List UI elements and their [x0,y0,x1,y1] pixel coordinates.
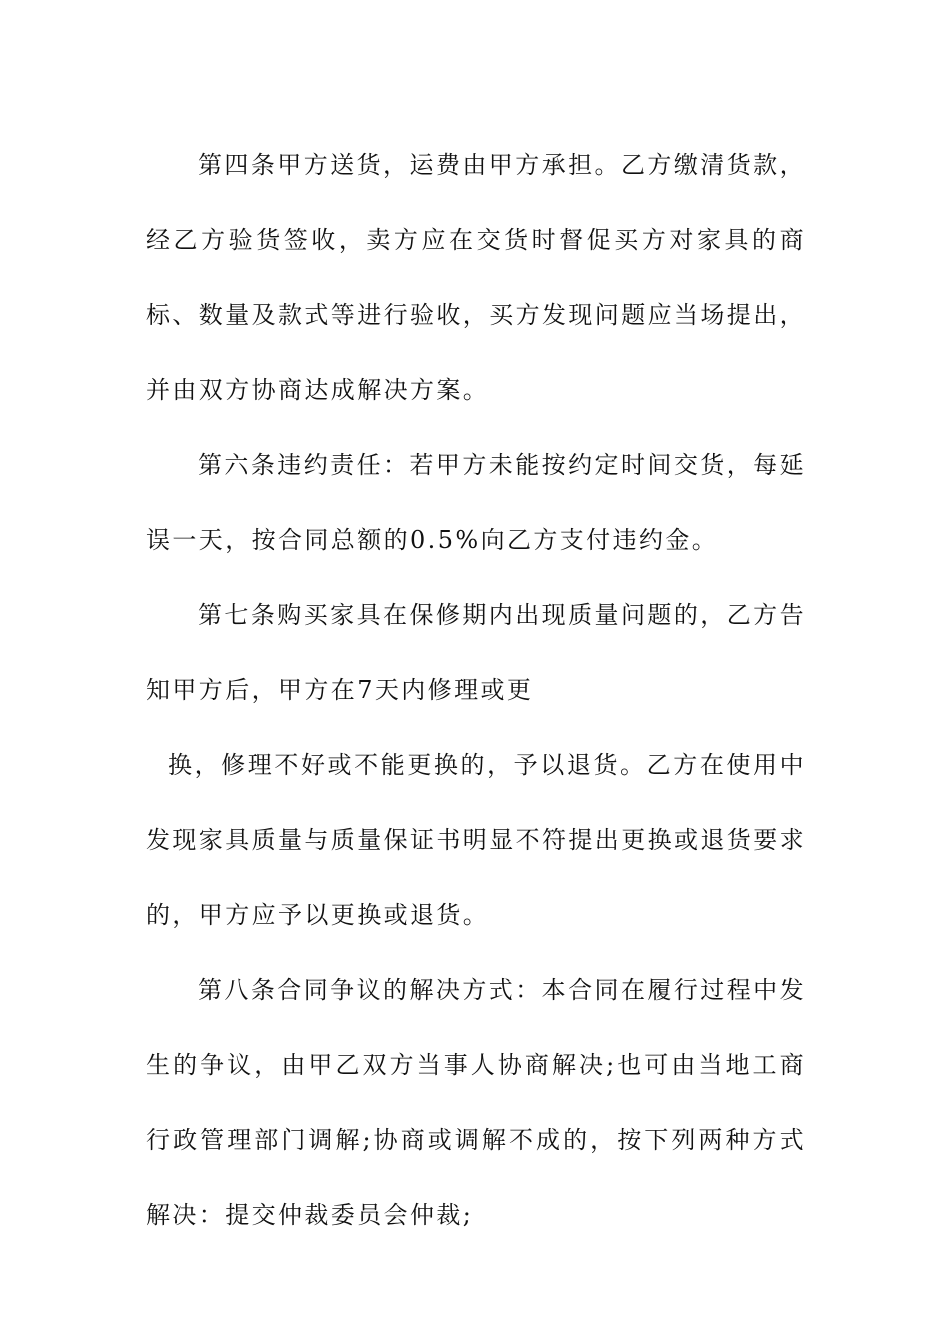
paragraph-article-7: 第七条购买家具在保修期内出现质量问题的，乙方告知甲方后，甲方在7天内修理或更 [146,601,806,704]
paragraph-article-8: 第八条合同争议的解决方式：本合同在履行过程中发生的争议，由甲乙双方当事人协商解决;也可由当地工商行政管理部门调解;协商或调解不成的，按下列两种方式解决：提交仲裁委员会仲裁; [146,976,806,1229]
document-page [146,128,806,1253]
paragraph-article-6: 第六条违约责任：若甲方未能按约定时间交货，每延误一天，按合同总额的0.5%向乙方支付违约金。 [146,451,806,554]
paragraph-article-7-continued: 换，修理不好或不能更换的，予以退货。乙方在使用中发现家具质量与质量保证书明显不符提出更换或退货要求的，甲方应予以更换或退货。 [146,751,806,929]
paragraph-article-4: 第四条甲方送货，运费由甲方承担。乙方缴清货款，经乙方验货签收，卖方应在交货时督促买方对家具的商标、数量及款式等进行验收，买方发现问题应当场提出，并由双方协商达成解决方案。 [146,151,806,404]
